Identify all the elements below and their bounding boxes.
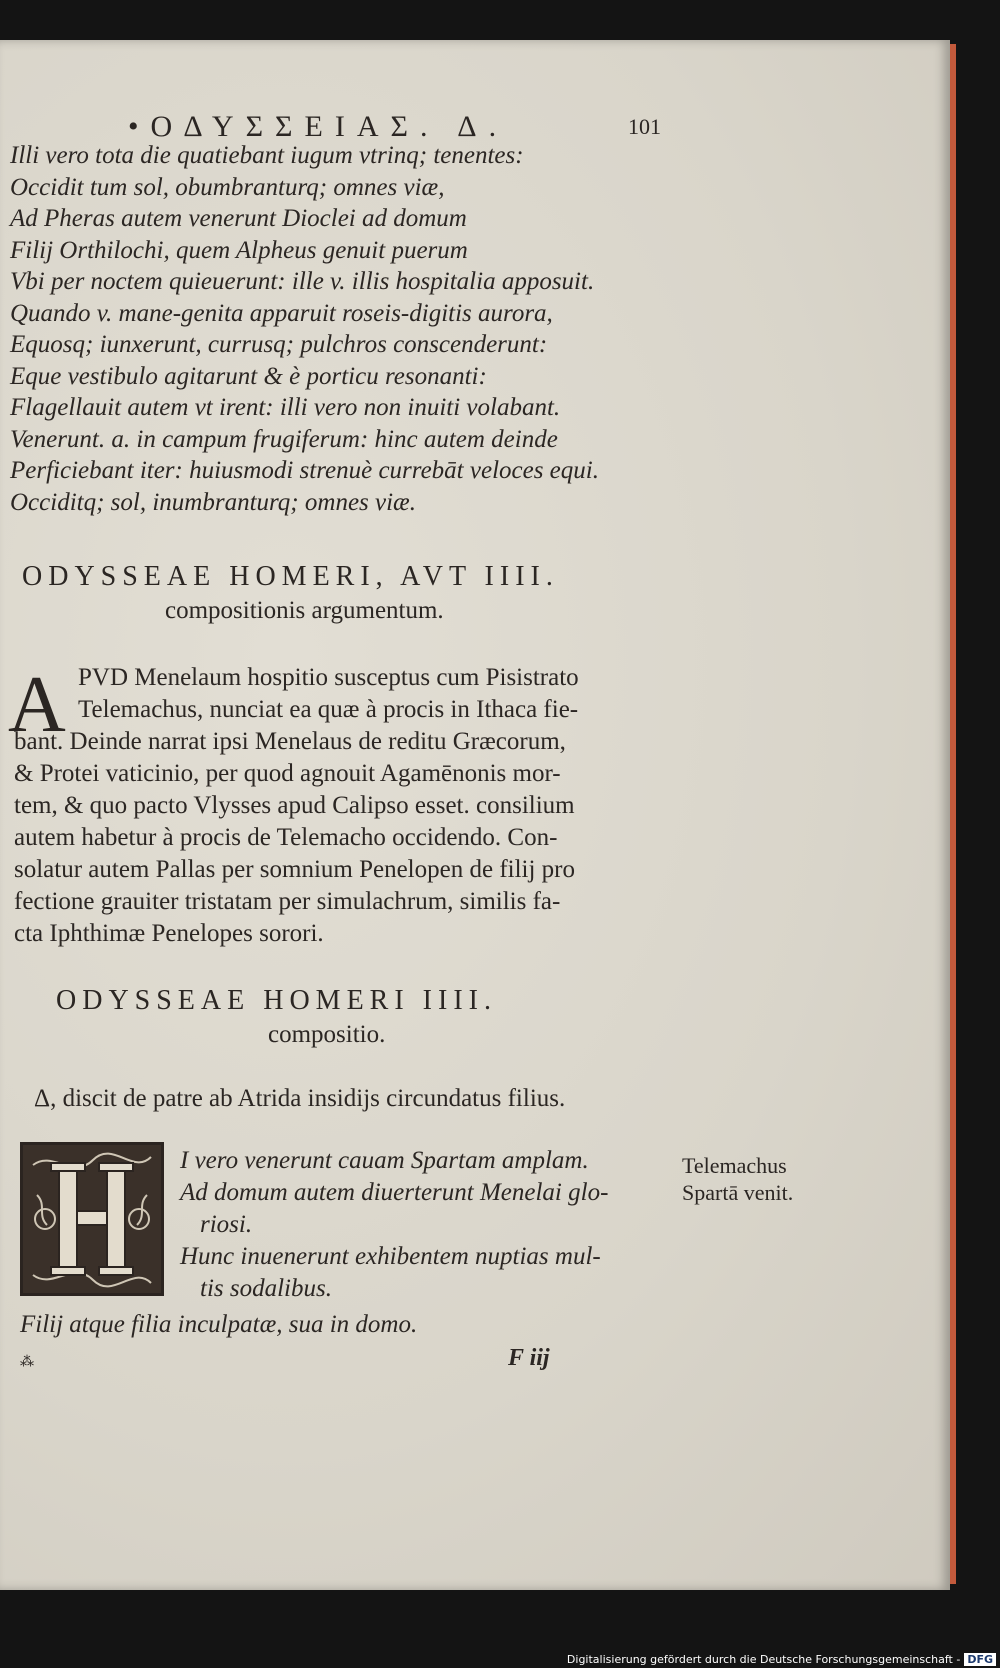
verse-line: Occidit tum sol, obumbranturq; omnes viæ,: [10, 174, 445, 201]
ornamental-drop-cap-h: [20, 1142, 164, 1296]
page-number: 101: [628, 114, 661, 139]
verse-line: Eque vestibulo agitarunt & è porticu resonanti:: [10, 363, 487, 390]
digitization-credit: [567, 1653, 996, 1666]
running-title: •ΟΔΥΣΣΕΙΑΣ. Δ.: [128, 110, 509, 143]
prose-line: PVD Menelaum hospitio susceptus cum Pisistrato: [78, 664, 579, 691]
prose-line: & Protei vaticinio, per quod agnouit Agamēnonis mor-: [14, 760, 561, 787]
argument-subtitle: compositionis argumentum.: [165, 597, 444, 624]
verse-line: Vbi per noctem quieuerunt: ille v. illis hospitalia apposuit.: [10, 268, 595, 295]
verse-line: Flagellauit autem vt irent: illi vero non inuiti volabant.: [10, 394, 561, 421]
argument-title: ODYSSEAE HOMERI, AVT IIII.: [22, 561, 559, 592]
verse-line: Ad Pheras autem venerunt Dioclei ad domum: [10, 205, 467, 232]
verse-line: Filij Orthilochi, quem Alpheus genuit puerum: [10, 237, 468, 264]
footer-ornament: ⁂: [20, 1355, 34, 1370]
prose-line: autem habetur à procis de Telemacho occidendo. Con-: [14, 824, 558, 851]
credit-text: Digitalisierung gefördert durch die Deutsche Forschungsgemeinschaft -: [566, 1653, 961, 1666]
prose-line: cta Iphthimæ Penelopes sorori.: [14, 920, 324, 947]
signature-mark: F iij: [508, 1345, 550, 1371]
verse-line: Perficiebant iter: huiusmodi strenuè currebāt veloces equi.: [10, 457, 599, 484]
dfg-logo: DFG: [964, 1653, 996, 1666]
verse-line: Equosq; iunxerunt, currusq; pulchros conscenderunt:: [10, 331, 548, 358]
prose-line: fectione grauiter tristatam per simulachrum, similis fa-: [14, 888, 561, 915]
composition-summary: Δ, discit de patre ab Atrida insidijs circundatus filius.: [34, 1085, 566, 1112]
verse-line: Venerunt. a. in campum frugiferum: hinc autem deinde: [10, 426, 558, 453]
verse-line: Hunc inuenerunt exhibentem nuptias mul-: [180, 1243, 601, 1270]
verse-line: Filij atque filia inculpatæ, sua in domo.: [20, 1311, 418, 1338]
drop-cap-a: A: [8, 661, 66, 749]
prose-line: solatur autem Pallas per somnium Penelopen de filij pro: [14, 856, 575, 883]
prose-line: tem, & quo pacto Vlysses apud Calipso esset. consilium: [14, 792, 575, 819]
verse-line: tis sodalibus.: [200, 1275, 332, 1302]
margin-note-line: Spartā venit.: [682, 1180, 794, 1205]
prose-line: bant. Deinde narrat ipsi Menelaus de reditu Græcorum,: [14, 728, 566, 755]
verse-line: Quando v. mane-genita apparuit roseis-digitis aurora,: [10, 300, 553, 327]
verse-line: Ad domum autem diuerterunt Menelai glo-: [180, 1179, 609, 1206]
prose-line: Telemachus, nunciat ea quæ à procis in Ithaca fie-: [78, 696, 579, 723]
page-edge: [950, 44, 956, 1584]
verse-line: Illi vero tota die quatiebant iugum vtrinq; tenentes:: [10, 142, 524, 169]
verse-line: Occiditq; sol, inumbranturq; omnes viæ.: [10, 489, 416, 516]
verse-line: I vero venerunt cauam Spartam amplam.: [180, 1147, 589, 1174]
composition-subtitle: compositio.: [268, 1021, 386, 1048]
verse-line: riosi.: [200, 1211, 253, 1238]
composition-title: ODYSSEAE HOMERI IIII.: [56, 985, 497, 1016]
margin-note-line: Telemachus: [682, 1153, 787, 1178]
